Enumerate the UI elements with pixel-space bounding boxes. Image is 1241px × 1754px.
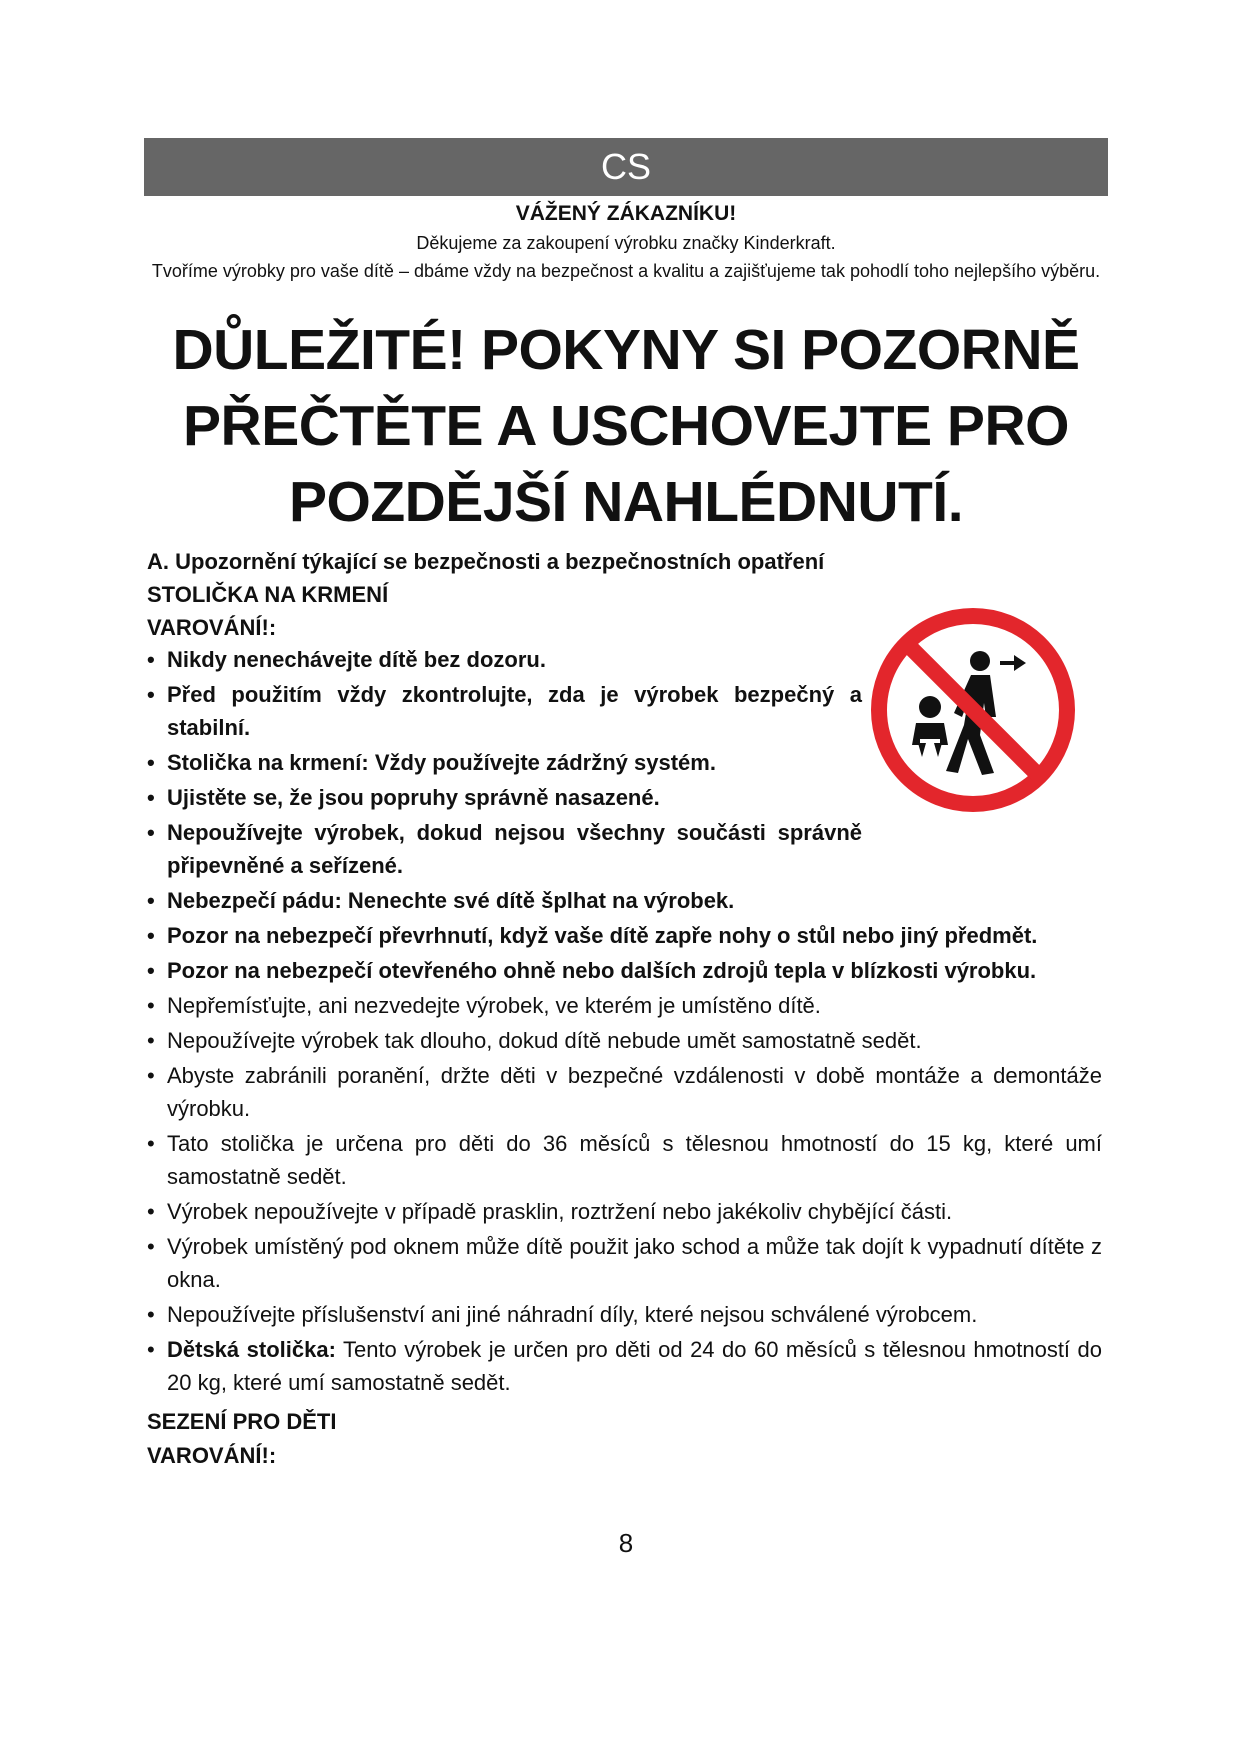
list-item: • Abyste zabránili poranění, držte děti v bezpečné vzdálenosti v době montáže a demontáže výrobku.	[147, 1059, 1102, 1125]
section-b	[147, 1405, 1107, 1473]
language-header: CS	[144, 138, 1108, 196]
list-item: • Nepoužívejte příslušenství ani jiné náhradní díly, které nejsou schválené výrobcem.	[147, 1298, 1102, 1331]
section-a-subtitle: STOLIČKA NA KRMENÍ	[147, 582, 389, 607]
section-b-warning: VAROVÁNÍ!:	[147, 1443, 277, 1468]
list-item: • Nikdy nenechávejte dítě bez dozoru.	[147, 643, 1102, 676]
important-headline: DŮLEŽITÉ! POKYNY SI POZORNĚ PŘEČTĚTE A USCHOVEJTE PRO POZDĚJŠÍ NAHLÉDNUTÍ.	[172, 318, 1080, 534]
list-item: • Nepřemísťujte, ani nezvedejte výrobek, ve kterém je umístěno dítě.	[147, 989, 1102, 1022]
greeting-thanks: Děkujeme za zakoupení výrobku značky Kinderkraft.	[416, 233, 836, 253]
list-item: • Nebezpečí pádu: Nenechte své dítě šplhat na výrobek.	[147, 884, 1102, 917]
list-item: • Ujistěte se, že jsou popruhy správně nasazené.	[147, 781, 1102, 814]
list-item: • Výrobek nepoužívejte v případě prasklin, roztržení nebo jakékoliv chybějící části.	[147, 1195, 1102, 1228]
warning-list	[147, 643, 1102, 1401]
list-item: • Pozor na nebezpečí otevřeného ohně nebo dalších zdrojů tepla v blízkosti výrobku.	[147, 954, 1102, 987]
greeting-statement: Tvoříme výrobky pro vaše dítě – dbáme vždy na bezpečnost a kvalitu a zajišťujeme tak pohodlí toho nejlepšího výběru.	[151, 261, 1101, 281]
section-a-title: A. Upozornění týkající se bezpečnosti a bezpečnostních opatření	[147, 549, 825, 574]
list-item-child-seat	[147, 1333, 1102, 1399]
list-item: • Před použitím vždy zkontrolujte, zda je výrobek bezpečný a stabilní.	[147, 678, 862, 744]
list-item: • Stolička na krmení: Vždy používejte zádržný systém.	[147, 746, 1102, 779]
greeting-title: VÁŽENÝ ZÁKAZNÍKU!	[515, 202, 737, 225]
page-number: 8	[618, 1528, 634, 1558]
list-item: • Tato stolička je určena pro děti do 36 měsíců s tělesnou hmotností do 15 kg, které umí samostatně sedět.	[147, 1127, 1102, 1193]
list-item: • Pozor na nebezpečí převrhnutí, když vaše dítě zapře nohy o stůl nebo jiný předmět.	[147, 919, 1102, 952]
section-b-title: SEZENÍ PRO DĚTI	[147, 1409, 337, 1434]
child-seat-text: Tento výrobek je určen pro děti od 24 do 60 měsíců s tělesnou hmotností do 20 kg, které umí samostatně sedět.	[167, 1337, 1102, 1395]
list-item: • Výrobek umístěný pod oknem může dítě použit jako schod a může tak dojít k vypadnutí dítěte z okna.	[147, 1230, 1102, 1296]
section-a-warning: VAROVÁNÍ!:	[147, 615, 277, 640]
list-item: • Nepoužívejte výrobek, dokud nejsou všechny součásti správně připevněné a seřízené.	[147, 816, 862, 882]
child-seat-lead: Dětská stolička:	[167, 1337, 336, 1362]
list-item: • Nepoužívejte výrobek tak dlouho, dokud dítě nebude umět samostatně sedět.	[147, 1024, 1102, 1057]
